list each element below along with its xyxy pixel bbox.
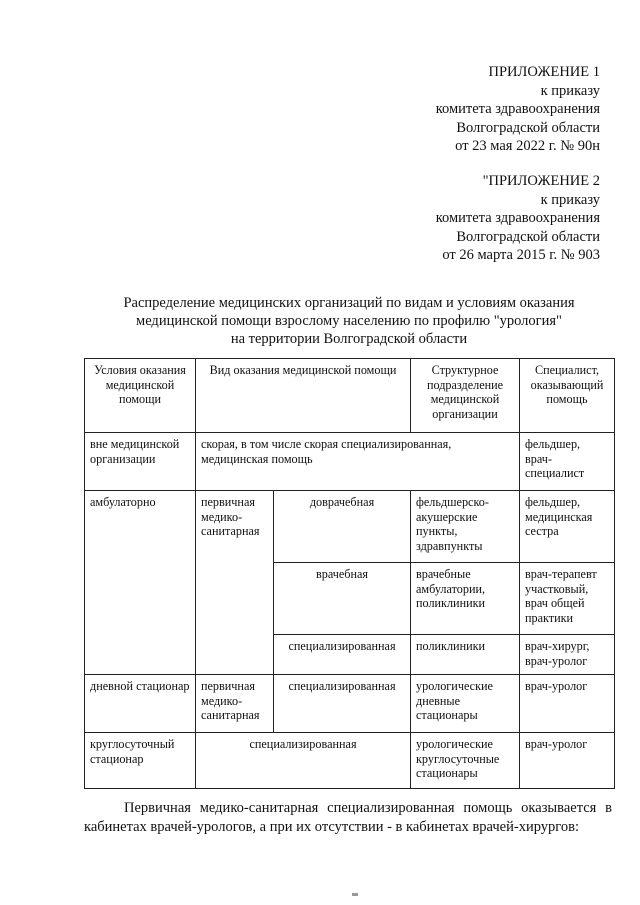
cell-specialist: врач-терапевт участковый, врач общей практики xyxy=(520,563,615,635)
table-row xyxy=(85,733,615,789)
header-kind: Вид оказания медицинской помощи xyxy=(196,359,411,433)
header-unit: Структурное подразделение медицинской организации xyxy=(411,359,520,433)
appendix-2-title: "ПРИЛОЖЕНИЕ 2 xyxy=(482,173,600,189)
distribution-table xyxy=(84,358,615,789)
cell-primary: первичная медико-санитарная xyxy=(196,675,274,733)
appendix-2-date: от 26 марта 2015 г. № 903 xyxy=(442,247,600,264)
cell-kind: специализированная xyxy=(196,733,411,789)
cell-kind: скорая, в том числе скорая специализированная, медицинская помощь xyxy=(196,433,520,491)
appendix-2-header xyxy=(436,172,600,265)
cell-condition: дневной стационар xyxy=(85,675,196,733)
cell-primary: первичная медико-санитарная xyxy=(196,491,274,675)
appendix-1-line: комитета здравоохранения xyxy=(435,101,600,118)
cell-unit: поликлиники xyxy=(411,635,520,675)
cell-type: врачебная xyxy=(274,563,411,635)
cell-unit: врачебные амбулатории, поликлиники xyxy=(411,563,520,635)
table-row xyxy=(85,433,615,491)
appendix-1-title: ПРИЛОЖЕНИЕ 1 xyxy=(488,64,600,80)
document-title xyxy=(84,294,614,348)
cell-specialist: врач-уролог xyxy=(520,675,615,733)
appendix-1-line: Волгоградской области xyxy=(456,119,600,136)
page-mark xyxy=(352,893,358,896)
appendix-1-line: к приказу xyxy=(540,82,600,99)
cell-specialist: врач-уролог xyxy=(520,733,615,789)
cell-condition: круглосуточный стационар xyxy=(85,733,196,789)
header-specialist: Специалист, оказывающий помощь xyxy=(520,359,615,433)
cell-unit: урологические дневные стационары xyxy=(411,675,520,733)
document-title-line: на территории Волгоградской области xyxy=(230,331,468,347)
cell-unit: фельдшерско-акушерские пункты, здравпункты xyxy=(411,491,520,563)
cell-specialist: фельдшер, медицинская сестра xyxy=(520,491,615,563)
cell-specialist: врач-хирург, врач-уролог xyxy=(520,635,615,675)
cell-type: специализированная xyxy=(274,675,411,733)
header-conditions: Условия оказания медицинской помощи xyxy=(85,359,196,433)
appendix-2-line: к приказу xyxy=(540,191,600,208)
cell-condition: вне медицинской организации xyxy=(85,433,196,491)
table-row xyxy=(85,675,615,733)
body-paragraph: Первичная медико-санитарная специализированная помощь оказывается в кабинетах врачей-урологов, а при их отсутствии - в кабинетах врачей-хирургов: xyxy=(84,800,612,835)
table-row xyxy=(85,491,615,563)
appendix-1-header xyxy=(436,63,600,156)
cell-type: специализированная xyxy=(274,635,411,675)
cell-unit: урологические круглосуточные стационары xyxy=(411,733,520,789)
document-title-line: Распределение медицинских организаций по видам и условиям оказания xyxy=(123,295,575,311)
cell-type: доврачебная xyxy=(274,491,411,563)
appendix-2-line: комитета здравоохранения xyxy=(435,210,600,227)
appendix-2-line: Волгоградской области xyxy=(456,228,600,245)
document-title-line: медицинской помощи взрослому населению по профилю "урология" xyxy=(136,313,562,329)
table-header-row xyxy=(85,359,615,433)
cell-specialist: фельдшер, врач-специалист xyxy=(520,433,615,491)
appendix-1-date: от 23 мая 2022 г. № 90н xyxy=(455,138,600,155)
cell-condition: амбулаторно xyxy=(85,491,196,675)
